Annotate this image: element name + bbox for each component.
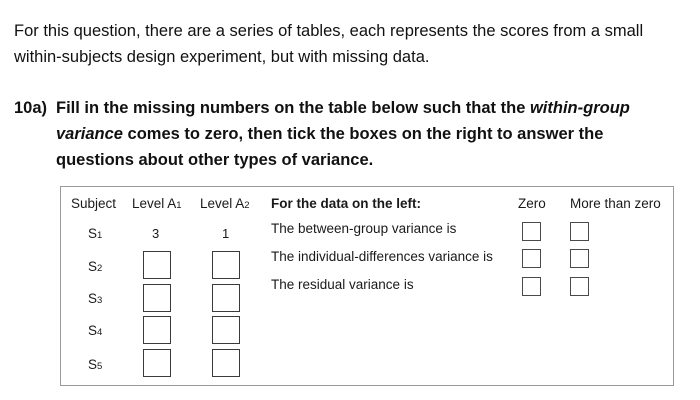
subject-label: [88, 357, 102, 372]
score-input-s2-a1[interactable]: [143, 251, 171, 279]
score-s1-a1: 3: [152, 226, 160, 241]
score-input-s3-a2[interactable]: [212, 284, 240, 312]
score-input-s2-a2[interactable]: [212, 251, 240, 279]
checkbox-between-group-more-than-zero[interactable]: [570, 222, 589, 241]
subject-label-base: S: [88, 291, 98, 306]
variance-header: For the data on the left:: [271, 196, 421, 211]
checkbox-between-group-zero[interactable]: [522, 222, 541, 241]
subject-label-sub: 5: [97, 361, 103, 372]
score-input-s4-a2[interactable]: [212, 316, 240, 344]
intro-text: [14, 18, 694, 70]
score-s1-a2: 1: [222, 226, 230, 241]
question-emphasis-variance: variance: [56, 125, 123, 143]
intro-line-2: within-subjects design experiment, but with missing data.: [14, 48, 430, 66]
question-emphasis-within-group: within-group: [529, 99, 630, 117]
checkbox-residual-more-than-zero[interactable]: [570, 277, 589, 296]
subject-label-base: S: [88, 323, 98, 338]
header-level-a2-sub: 2: [244, 200, 250, 211]
column-header-more-than-zero: More than zero: [570, 196, 661, 211]
question-panel: [60, 186, 674, 386]
subject-label-sub: 3: [97, 295, 103, 306]
header-level-a1: [132, 196, 182, 211]
variance-question-between-group: The between-group variance is: [271, 221, 457, 236]
score-input-s4-a1[interactable]: [143, 316, 171, 344]
subject-label-sub: 2: [97, 263, 103, 274]
subject-label: [88, 323, 102, 338]
variance-question-residual: The residual variance is: [271, 277, 414, 292]
question-line-1-text: Fill in the missing numbers on the table below such that the: [56, 99, 530, 117]
score-input-s5-a2[interactable]: [212, 349, 240, 377]
header-level-a1-sub: 1: [176, 200, 182, 211]
checkbox-individual-differences-zero[interactable]: [522, 249, 541, 268]
question-line-2-text: comes to zero, then tick the boxes on the right to answer the: [122, 125, 604, 143]
subject-label-sub: 4: [97, 327, 103, 338]
column-header-zero: Zero: [518, 196, 546, 211]
subject-label: [88, 291, 102, 306]
header-level-a2-base: Level A: [200, 196, 245, 211]
intro-line-1: For this question, there are a series of tables, each represents the scores from a small: [14, 22, 644, 40]
variance-question-individual-differences: The individual-differences variance is: [271, 249, 493, 264]
score-input-s5-a1[interactable]: [143, 349, 171, 377]
subject-label-base: S: [88, 357, 98, 372]
header-subject: Subject: [71, 196, 117, 211]
subject-label: [88, 226, 102, 241]
question-line-3: questions about other types of variance.: [56, 151, 374, 169]
subject-label-base: S: [88, 259, 98, 274]
header-level-a1-base: Level A: [132, 196, 177, 211]
question-line-2: [56, 121, 603, 147]
question-line-1: [56, 95, 630, 121]
checkbox-residual-zero[interactable]: [522, 277, 541, 296]
subject-label: [88, 259, 102, 274]
subject-label-sub: 1: [97, 230, 103, 241]
checkbox-individual-differences-more-than-zero[interactable]: [570, 249, 589, 268]
question-number: 10a): [14, 99, 48, 117]
score-input-s3-a1[interactable]: [143, 284, 171, 312]
header-level-a2: [200, 196, 250, 211]
subject-label-base: S: [88, 226, 98, 241]
